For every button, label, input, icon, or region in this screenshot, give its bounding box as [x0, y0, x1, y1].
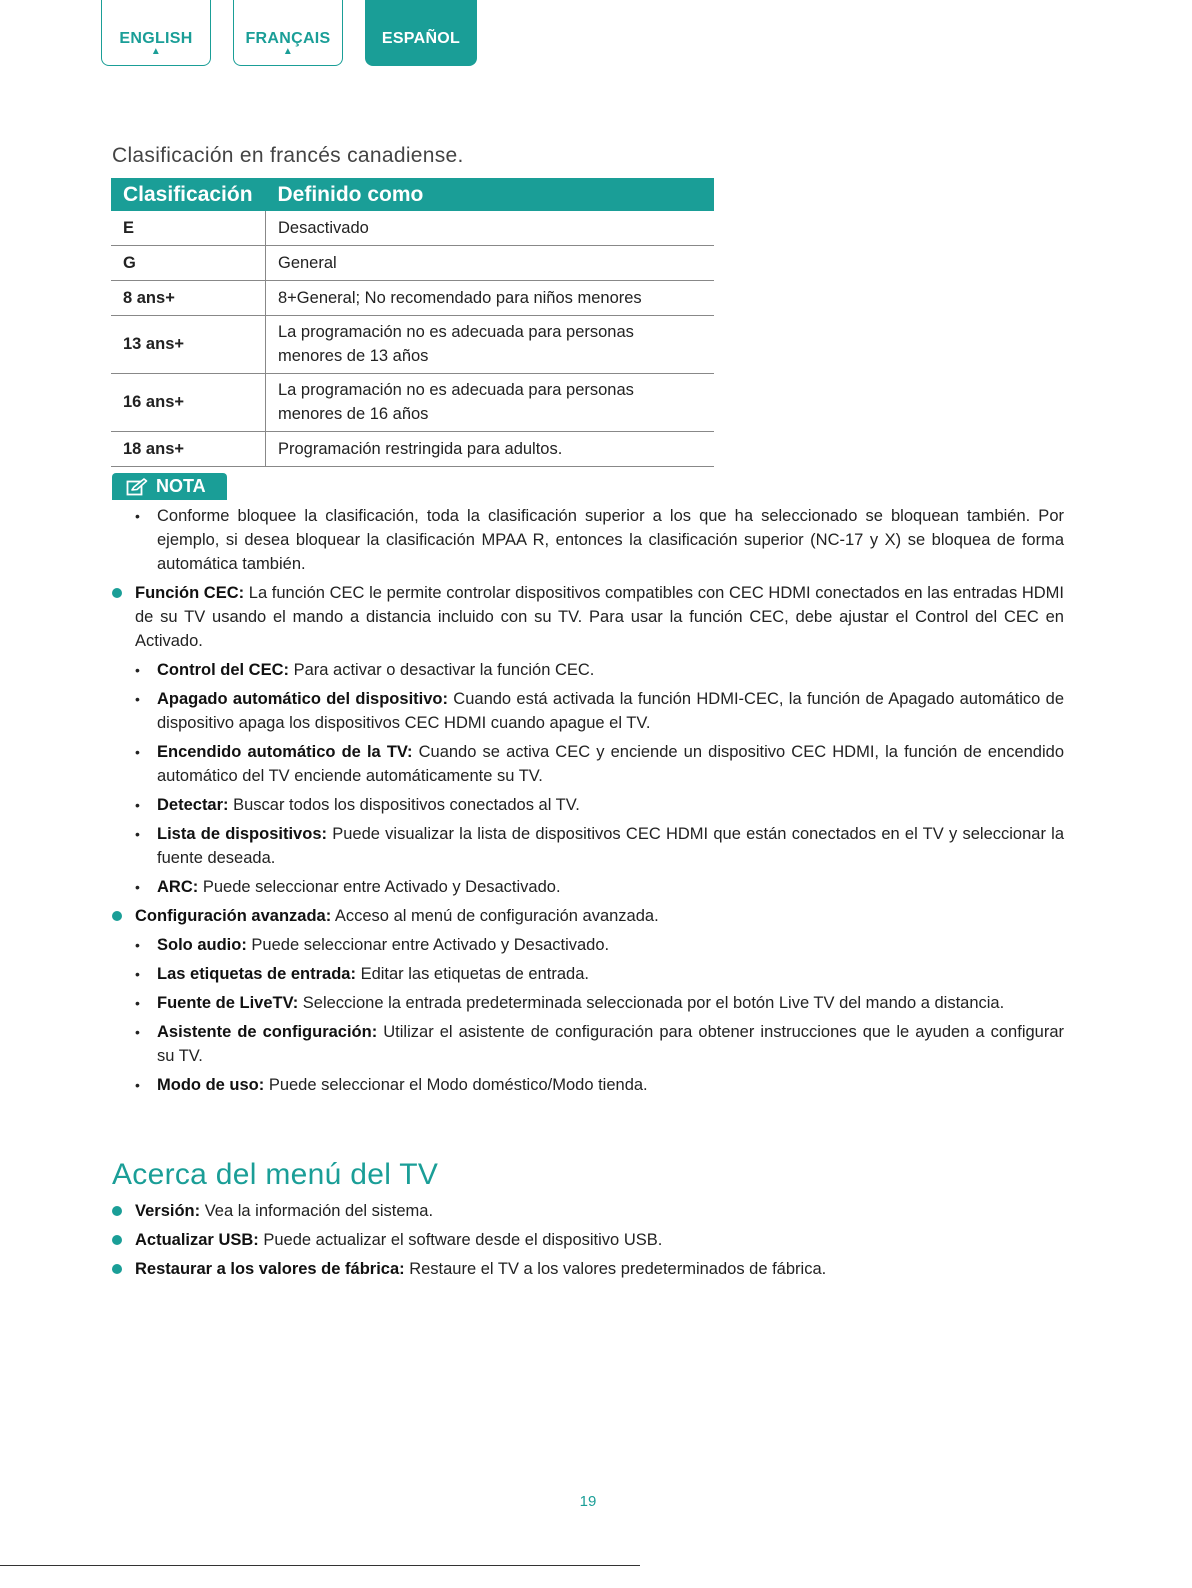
item-title: Apagado automático del dispositivo: [157, 690, 448, 708]
list-item [112, 962, 1064, 986]
note-badge [112, 473, 227, 500]
item-text: Acceso al menú de configuración avanzada. [331, 907, 659, 925]
bullet-icon: • [135, 937, 140, 953]
tab-espanol-label: ESPAÑOL [381, 30, 461, 47]
item-title: ARC: [157, 878, 199, 896]
definition-cell: La programación no es adecuada para personas menores de 13 años [266, 315, 715, 373]
column-header: Definido como [266, 178, 715, 211]
item-text: Puede seleccionar entre Activado y Desactivado. [198, 878, 561, 896]
definition-cell: Desactivado [266, 211, 715, 245]
list-item [112, 991, 1064, 1015]
item-title: Encendido automático de la TV: [157, 743, 413, 761]
item-text: Puede visualizar la lista de dispositivos CEC HDMI que están conectados en el TV y seleccionar la fuente deseada. [157, 825, 1065, 867]
item-text: Editar las etiquetas de entrada. [355, 965, 589, 983]
list-item [112, 904, 1064, 928]
rating-cell: 13 ans+ [111, 315, 266, 373]
item-text: Puede actualizar el software desde el dispositivo USB. [258, 1231, 663, 1249]
list-item [112, 793, 1064, 817]
rating-cell: 16 ans+ [111, 373, 266, 431]
settings-body [112, 504, 1064, 1102]
bullet-icon: • [135, 1077, 140, 1093]
item-title: Restaurar a los valores de fábrica: [135, 1260, 405, 1278]
bullet-icon: • [135, 691, 140, 707]
item-title: Control del CEC: [157, 661, 289, 679]
item-title: Fuente de LiveTV: [157, 994, 299, 1012]
rating-cell: 18 ans+ [111, 431, 266, 466]
definition-cell: General [266, 245, 715, 280]
bullet-icon: • [135, 508, 140, 524]
item-title: Versión: [135, 1202, 201, 1220]
definition-cell: La programación no es adecuada para personas menores de 16 años [266, 373, 715, 431]
bullet-icon: • [135, 826, 140, 842]
item-title: Solo audio: [157, 936, 247, 954]
item-text: Vea la información del sistema. [200, 1202, 434, 1220]
item-text: Cuando está activada la función HDMI-CEC, la función de Apagado automático de dispositivo apaga los dispositivos CEC HDMI cuando apague el TV. [157, 690, 1064, 732]
table-row [111, 373, 714, 431]
teal-bullet-icon [112, 1206, 122, 1216]
item-text: Utilizar el asistente de configuración para obtener instrucciones que le ayuden a configurar su TV. [157, 1023, 1064, 1065]
table-header-row [111, 178, 714, 211]
bullet-icon: • [135, 995, 140, 1011]
item-title: Función CEC: [135, 584, 245, 602]
tab-english[interactable] [101, 0, 211, 66]
table-row [111, 280, 714, 315]
bullet-icon: • [135, 966, 140, 982]
bullet-icon: • [135, 879, 140, 895]
note-label: NOTA [156, 476, 206, 496]
item-text: Para activar o desactivar la función CEC. [289, 661, 595, 679]
section-heading: Acerca del menú del TV [112, 1158, 439, 1191]
list-item [112, 1073, 1064, 1097]
list-item [112, 933, 1064, 957]
section-subtitle: Clasificación en francés canadiense. [112, 144, 464, 167]
list-item [112, 1257, 1064, 1281]
list-item [112, 822, 1064, 870]
item-text: Buscar todos los dispositivos conectados al TV. [228, 796, 580, 814]
item-title: Asistente de configuración: [157, 1023, 378, 1041]
tab-francais[interactable] [233, 0, 343, 66]
bullet-icon: • [135, 662, 140, 678]
teal-bullet-icon [112, 911, 122, 921]
column-header: Clasificación [111, 178, 266, 211]
language-tabs [101, 0, 477, 66]
edit-note-icon [126, 478, 148, 496]
list-item [112, 581, 1064, 653]
tab-english-label: ENGLISH [119, 30, 193, 47]
teal-bullet-icon [112, 588, 122, 598]
rating-cell: 8 ans+ [111, 280, 266, 315]
table-row [111, 245, 714, 280]
rating-cell: E [111, 211, 266, 245]
list-item [112, 687, 1064, 735]
definition-cell: Programación restringida para adultos. [266, 431, 715, 466]
item-text: La función CEC le permite controlar dispositivos compatibles con CEC HDMI conectados en las entradas HDMI de su TV usando el mando a distancia incluido con su TV. Para usar la función CEC, debe ajustar el Control del CEC en Activado. [135, 584, 1064, 650]
list-item [112, 1020, 1064, 1068]
about-list [112, 1199, 1064, 1286]
tab-espanol[interactable] [365, 0, 477, 66]
list-item [112, 875, 1064, 899]
item-text: Puede seleccionar entre Activado y Desactivado. [246, 936, 610, 954]
definition-cell: 8+General; No recomendado para niños menores [266, 280, 715, 315]
item-title: Detectar: [157, 796, 229, 814]
teal-bullet-icon [112, 1264, 122, 1274]
item-title: Las etiquetas de entrada: [157, 965, 356, 983]
triangle-up-icon: ▲ [150, 46, 162, 57]
item-text: Seleccione la entrada predeterminada seleccionada por el botón Live TV del mando a distancia. [298, 994, 1005, 1012]
bullet-icon: • [135, 797, 140, 813]
item-title: Modo de uso: [157, 1076, 265, 1094]
item-text: Puede seleccionar el Modo doméstico/Modo tienda. [264, 1076, 648, 1094]
list-item [112, 1199, 1064, 1223]
table-row [111, 431, 714, 466]
item-title: Configuración avanzada: [135, 907, 332, 925]
footer-divider [0, 1565, 640, 1566]
tab-francais-label: FRANÇAIS [245, 30, 331, 47]
list-item [112, 658, 1064, 682]
list-item [112, 1228, 1064, 1252]
table-row [111, 315, 714, 373]
item-text: Cuando se activa CEC y enciende un dispositivo CEC HDMI, la función de encendido automático del TV enciende automáticamente su TV. [157, 743, 1065, 785]
list-item [112, 504, 1064, 576]
table-row [111, 211, 714, 245]
rating-table [111, 178, 714, 467]
item-text: Restaure el TV a los valores predeterminados de fábrica. [404, 1260, 827, 1278]
list-item [112, 740, 1064, 788]
rating-cell: G [111, 245, 266, 280]
teal-bullet-icon [112, 1235, 122, 1245]
bullet-icon: • [135, 744, 140, 760]
triangle-up-icon: ▲ [282, 46, 294, 57]
note-text: Conforme bloquee la clasificación, toda la clasificación superior a los que ha seleccionado se bloquean también. Por ejemplo, si desea bloquear la clasificación MPAA R, entonces la clasificación superior (NC-17 y X) se bloquea de forma automática también. [157, 507, 1064, 573]
bullet-icon: • [135, 1024, 140, 1040]
item-title: Actualizar USB: [135, 1231, 259, 1249]
item-title: Lista de dispositivos: [157, 825, 327, 843]
page-number: 19 [579, 1493, 597, 1510]
